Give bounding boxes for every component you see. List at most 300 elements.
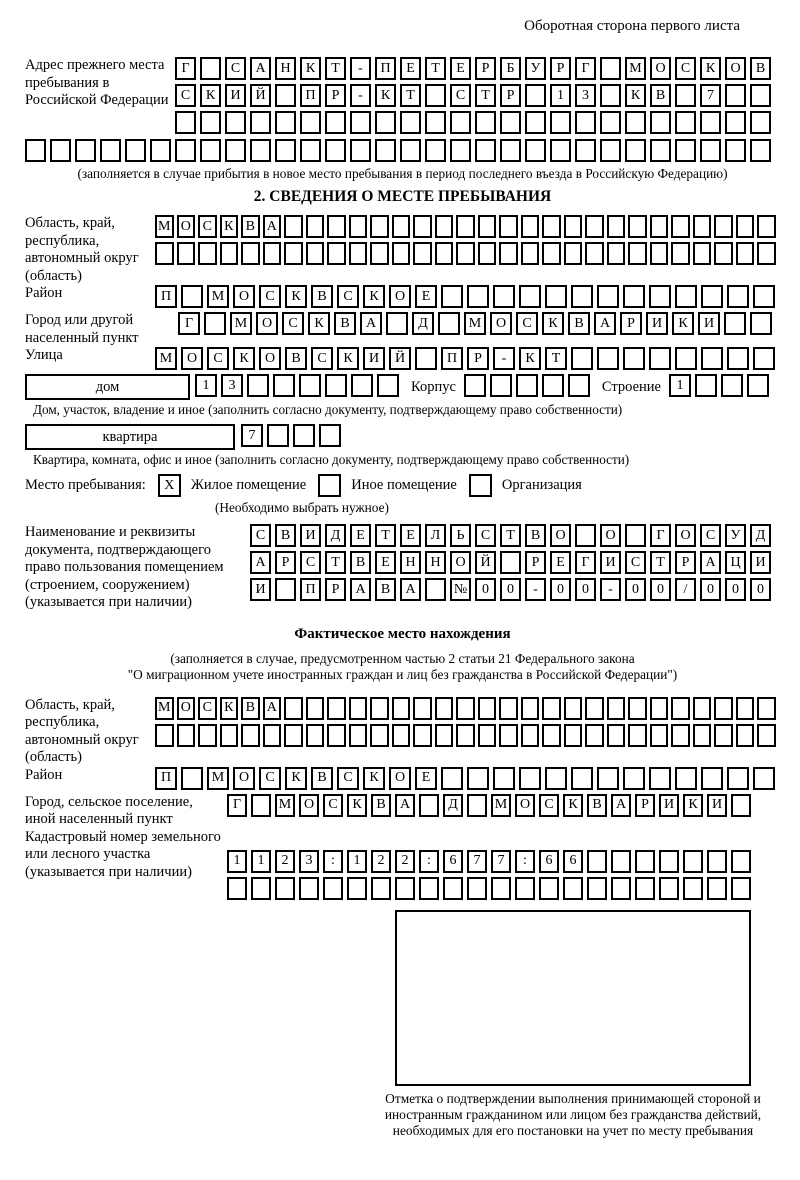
char-cell[interactable]: М — [230, 312, 252, 335]
char-cell[interactable] — [725, 111, 746, 134]
char-cell[interactable]: 0 — [500, 578, 521, 601]
char-cell[interactable] — [325, 111, 346, 134]
char-cell[interactable]: Д — [412, 312, 434, 335]
char-cell[interactable] — [349, 724, 368, 747]
char-cell[interactable] — [464, 374, 486, 397]
char-cell[interactable] — [300, 139, 321, 162]
char-cell[interactable] — [675, 285, 697, 308]
char-cell[interactable] — [671, 215, 690, 238]
char-cell[interactable]: 7 — [700, 84, 721, 107]
char-cell[interactable] — [725, 84, 746, 107]
char-cell[interactable] — [250, 111, 271, 134]
char-cell[interactable]: - — [350, 84, 371, 107]
char-cell[interactable] — [563, 877, 583, 900]
char-cell[interactable] — [727, 285, 749, 308]
char-cell[interactable] — [351, 374, 373, 397]
char-cell[interactable] — [519, 285, 541, 308]
char-cell[interactable]: Е — [415, 767, 437, 790]
char-cell[interactable]: В — [525, 524, 546, 547]
char-cell[interactable] — [736, 697, 755, 720]
char-cell[interactable]: Й — [250, 84, 271, 107]
char-cell[interactable] — [478, 697, 497, 720]
char-cell[interactable]: А — [611, 794, 631, 817]
char-cell[interactable] — [597, 767, 619, 790]
char-cell[interactable]: У — [525, 57, 546, 80]
char-cell[interactable]: Н — [425, 551, 446, 574]
char-cell[interactable]: 1 — [251, 850, 271, 873]
char-cell[interactable] — [267, 424, 289, 447]
char-cell[interactable] — [757, 697, 776, 720]
char-cell[interactable] — [628, 242, 647, 265]
char-cell[interactable] — [450, 139, 471, 162]
char-cell[interactable]: М — [275, 794, 295, 817]
char-cell[interactable]: - — [493, 347, 515, 370]
char-cell[interactable]: Т — [325, 551, 346, 574]
char-cell[interactable] — [419, 794, 439, 817]
char-cell[interactable]: П — [300, 84, 321, 107]
char-cell[interactable]: С — [198, 697, 217, 720]
char-cell[interactable]: 3 — [221, 374, 243, 397]
char-cell[interactable]: 6 — [443, 850, 463, 873]
char-cell[interactable] — [155, 724, 174, 747]
char-cell[interactable]: С — [225, 57, 246, 80]
char-cell[interactable]: Е — [400, 524, 421, 547]
char-cell[interactable]: К — [519, 347, 541, 370]
char-cell[interactable]: А — [250, 57, 271, 80]
char-cell[interactable]: К — [285, 767, 307, 790]
char-cell[interactable] — [542, 724, 561, 747]
char-cell[interactable]: В — [311, 285, 333, 308]
char-cell[interactable] — [75, 139, 96, 162]
char-cell[interactable] — [198, 242, 217, 265]
char-cell[interactable] — [499, 724, 518, 747]
char-cell[interactable] — [450, 111, 471, 134]
char-cell[interactable] — [693, 215, 712, 238]
char-cell[interactable] — [419, 877, 439, 900]
char-cell[interactable] — [198, 724, 217, 747]
char-cell[interactable]: 7 — [491, 850, 511, 873]
char-cell[interactable]: С — [311, 347, 333, 370]
char-cell[interactable] — [413, 242, 432, 265]
char-cell[interactable] — [413, 697, 432, 720]
char-cell[interactable]: С — [337, 767, 359, 790]
char-cell[interactable] — [425, 139, 446, 162]
char-cell[interactable] — [299, 877, 319, 900]
char-cell[interactable] — [25, 139, 46, 162]
char-cell[interactable] — [371, 877, 391, 900]
char-cell[interactable]: 1 — [195, 374, 217, 397]
char-cell[interactable] — [284, 215, 303, 238]
char-cell[interactable]: С — [539, 794, 559, 817]
char-cell[interactable] — [650, 724, 669, 747]
char-cell[interactable] — [478, 215, 497, 238]
char-cell[interactable] — [500, 111, 521, 134]
char-cell[interactable]: К — [625, 84, 646, 107]
char-cell[interactable] — [478, 724, 497, 747]
char-cell[interactable]: 2 — [395, 850, 415, 873]
char-cell[interactable] — [695, 374, 717, 397]
char-cell[interactable] — [300, 111, 321, 134]
char-cell[interactable]: Е — [450, 57, 471, 80]
char-cell[interactable] — [415, 347, 437, 370]
char-cell[interactable] — [467, 285, 489, 308]
char-cell[interactable]: С — [300, 551, 321, 574]
char-cell[interactable]: Т — [475, 84, 496, 107]
char-cell[interactable] — [597, 347, 619, 370]
char-cell[interactable]: Н — [275, 57, 296, 80]
char-cell[interactable]: О — [675, 524, 696, 547]
char-cell[interactable]: С — [259, 285, 281, 308]
char-cell[interactable] — [597, 285, 619, 308]
char-cell[interactable] — [175, 111, 196, 134]
char-cell[interactable]: : — [419, 850, 439, 873]
char-cell[interactable]: № — [450, 578, 471, 601]
char-cell[interactable]: Б — [500, 57, 521, 80]
char-cell[interactable] — [607, 697, 626, 720]
char-cell[interactable] — [375, 111, 396, 134]
char-cell[interactable]: П — [300, 578, 321, 601]
char-cell[interactable] — [435, 724, 454, 747]
char-cell[interactable] — [247, 374, 269, 397]
char-cell[interactable]: 3 — [575, 84, 596, 107]
char-cell[interactable] — [225, 139, 246, 162]
char-cell[interactable] — [521, 215, 540, 238]
char-cell[interactable] — [50, 139, 71, 162]
char-cell[interactable]: Ь — [450, 524, 471, 547]
char-cell[interactable]: В — [587, 794, 607, 817]
char-cell[interactable]: Р — [675, 551, 696, 574]
char-cell[interactable]: 0 — [550, 578, 571, 601]
char-cell[interactable] — [650, 139, 671, 162]
char-cell[interactable]: К — [375, 84, 396, 107]
char-cell[interactable] — [753, 347, 775, 370]
char-cell[interactable]: В — [285, 347, 307, 370]
char-cell[interactable]: - — [350, 57, 371, 80]
char-cell[interactable]: В — [371, 794, 391, 817]
char-cell[interactable]: Т — [325, 57, 346, 80]
char-cell[interactable]: О — [650, 57, 671, 80]
char-cell[interactable] — [736, 215, 755, 238]
char-cell[interactable] — [521, 697, 540, 720]
char-cell[interactable] — [721, 374, 743, 397]
char-cell[interactable] — [521, 242, 540, 265]
char-cell[interactable]: Л — [425, 524, 446, 547]
char-cell[interactable] — [456, 242, 475, 265]
char-cell[interactable]: И — [707, 794, 727, 817]
char-cell[interactable] — [542, 242, 561, 265]
char-cell[interactable] — [727, 347, 749, 370]
char-cell[interactable] — [564, 242, 583, 265]
char-cell[interactable]: К — [672, 312, 694, 335]
char-cell[interactable] — [542, 215, 561, 238]
char-cell[interactable] — [181, 285, 203, 308]
char-cell[interactable] — [757, 724, 776, 747]
char-cell[interactable] — [395, 877, 415, 900]
char-cell[interactable] — [370, 215, 389, 238]
char-cell[interactable] — [435, 215, 454, 238]
char-cell[interactable]: 0 — [750, 578, 771, 601]
char-cell[interactable]: К — [233, 347, 255, 370]
char-cell[interactable]: С — [337, 285, 359, 308]
char-cell[interactable]: А — [400, 578, 421, 601]
char-cell[interactable]: 7 — [467, 850, 487, 873]
char-cell[interactable] — [350, 139, 371, 162]
char-cell[interactable]: 1 — [227, 850, 247, 873]
char-cell[interactable] — [370, 242, 389, 265]
char-cell[interactable]: К — [563, 794, 583, 817]
char-cell[interactable]: Т — [545, 347, 567, 370]
char-cell[interactable]: В — [568, 312, 590, 335]
char-cell[interactable] — [571, 285, 593, 308]
char-cell[interactable]: К — [363, 767, 385, 790]
char-cell[interactable] — [327, 724, 346, 747]
char-cell[interactable] — [350, 111, 371, 134]
char-cell[interactable] — [623, 347, 645, 370]
char-cell[interactable] — [177, 724, 196, 747]
char-cell[interactable]: П — [155, 285, 177, 308]
char-cell[interactable] — [323, 877, 343, 900]
char-cell[interactable]: Р — [550, 57, 571, 80]
char-cell[interactable]: К — [300, 57, 321, 80]
char-cell[interactable] — [493, 285, 515, 308]
char-cell[interactable] — [600, 84, 621, 107]
char-cell[interactable]: Т — [400, 84, 421, 107]
char-cell[interactable] — [306, 242, 325, 265]
char-cell[interactable] — [731, 794, 751, 817]
char-cell[interactable] — [515, 877, 535, 900]
char-cell[interactable]: В — [350, 551, 371, 574]
char-cell[interactable] — [714, 697, 733, 720]
char-cell[interactable] — [250, 139, 271, 162]
char-cell[interactable]: Д — [443, 794, 463, 817]
char-cell[interactable] — [714, 215, 733, 238]
char-cell[interactable] — [649, 767, 671, 790]
char-cell[interactable] — [542, 374, 564, 397]
char-cell[interactable] — [325, 374, 347, 397]
char-cell[interactable]: Р — [620, 312, 642, 335]
char-cell[interactable]: И — [600, 551, 621, 574]
char-cell[interactable] — [625, 524, 646, 547]
char-cell[interactable] — [753, 285, 775, 308]
char-cell[interactable] — [750, 139, 771, 162]
char-cell[interactable] — [585, 697, 604, 720]
char-cell[interactable] — [175, 139, 196, 162]
char-cell[interactable]: К — [683, 794, 703, 817]
char-cell[interactable]: О — [177, 697, 196, 720]
char-cell[interactable] — [200, 57, 221, 80]
char-cell[interactable]: П — [375, 57, 396, 80]
char-cell[interactable] — [542, 697, 561, 720]
char-cell[interactable] — [564, 724, 583, 747]
char-cell[interactable] — [275, 578, 296, 601]
char-cell[interactable]: И — [363, 347, 385, 370]
char-cell[interactable] — [499, 215, 518, 238]
char-cell[interactable]: Р — [525, 551, 546, 574]
char-cell[interactable] — [607, 242, 626, 265]
char-cell[interactable]: Т — [425, 57, 446, 80]
char-cell[interactable] — [725, 139, 746, 162]
char-cell[interactable]: - — [525, 578, 546, 601]
char-cell[interactable] — [500, 139, 521, 162]
char-cell[interactable]: В — [311, 767, 333, 790]
char-cell[interactable] — [325, 139, 346, 162]
char-cell[interactable] — [299, 374, 321, 397]
char-cell[interactable] — [564, 697, 583, 720]
char-cell[interactable]: А — [263, 697, 282, 720]
char-cell[interactable] — [671, 242, 690, 265]
char-cell[interactable] — [750, 312, 772, 335]
char-cell[interactable] — [757, 242, 776, 265]
char-cell[interactable] — [425, 111, 446, 134]
char-cell[interactable]: О — [299, 794, 319, 817]
char-cell[interactable]: 6 — [539, 850, 559, 873]
char-cell[interactable] — [349, 697, 368, 720]
char-cell[interactable]: М — [155, 215, 174, 238]
char-cell[interactable] — [327, 242, 346, 265]
char-cell[interactable]: К — [220, 697, 239, 720]
char-cell[interactable] — [370, 697, 389, 720]
char-cell[interactable] — [392, 697, 411, 720]
char-cell[interactable]: К — [542, 312, 564, 335]
char-cell[interactable] — [635, 877, 655, 900]
char-cell[interactable]: О — [725, 57, 746, 80]
char-cell[interactable]: 6 — [563, 850, 583, 873]
char-cell[interactable]: С — [323, 794, 343, 817]
char-cell[interactable]: : — [323, 850, 343, 873]
char-cell[interactable] — [425, 578, 446, 601]
char-cell[interactable] — [306, 697, 325, 720]
char-cell[interactable] — [370, 724, 389, 747]
char-cell[interactable]: Р — [635, 794, 655, 817]
char-cell[interactable] — [275, 877, 295, 900]
char-cell[interactable] — [550, 111, 571, 134]
char-cell[interactable] — [392, 242, 411, 265]
char-cell[interactable]: М — [155, 697, 174, 720]
char-cell[interactable]: 0 — [725, 578, 746, 601]
char-cell[interactable]: М — [155, 347, 177, 370]
char-cell[interactable] — [220, 242, 239, 265]
char-cell[interactable]: Е — [400, 57, 421, 80]
char-cell[interactable]: Ц — [725, 551, 746, 574]
char-cell[interactable]: И — [750, 551, 771, 574]
char-cell[interactable]: С — [675, 57, 696, 80]
char-cell[interactable] — [587, 877, 607, 900]
char-cell[interactable] — [155, 242, 174, 265]
char-cell[interactable]: А — [360, 312, 382, 335]
char-cell[interactable]: О — [515, 794, 535, 817]
char-cell[interactable]: В — [750, 57, 771, 80]
char-cell[interactable]: С — [250, 524, 271, 547]
char-cell[interactable]: У — [725, 524, 746, 547]
char-cell[interactable]: О — [233, 767, 255, 790]
char-cell[interactable] — [441, 767, 463, 790]
char-cell[interactable]: С — [516, 312, 538, 335]
char-cell[interactable]: Н — [400, 551, 421, 574]
char-cell[interactable]: А — [250, 551, 271, 574]
char-cell[interactable] — [521, 724, 540, 747]
char-cell[interactable] — [587, 850, 607, 873]
char-cell[interactable]: И — [659, 794, 679, 817]
char-cell[interactable] — [392, 724, 411, 747]
char-cell[interactable] — [490, 374, 512, 397]
char-cell[interactable]: К — [337, 347, 359, 370]
char-cell[interactable] — [714, 724, 733, 747]
char-cell[interactable] — [177, 242, 196, 265]
char-cell[interactable] — [724, 312, 746, 335]
char-cell[interactable] — [284, 242, 303, 265]
char-cell[interactable] — [700, 111, 721, 134]
char-cell[interactable] — [683, 877, 703, 900]
char-cell[interactable] — [467, 767, 489, 790]
char-cell[interactable] — [585, 215, 604, 238]
char-cell[interactable]: А — [263, 215, 282, 238]
char-cell[interactable]: О — [490, 312, 512, 335]
char-cell[interactable]: С — [259, 767, 281, 790]
char-cell[interactable] — [701, 285, 723, 308]
char-cell[interactable] — [650, 242, 669, 265]
char-cell[interactable] — [251, 877, 271, 900]
char-cell[interactable] — [736, 724, 755, 747]
char-cell[interactable]: Р — [325, 84, 346, 107]
char-cell[interactable]: 1 — [347, 850, 367, 873]
char-cell[interactable] — [443, 877, 463, 900]
char-cell[interactable] — [675, 84, 696, 107]
char-cell[interactable]: 0 — [475, 578, 496, 601]
char-cell[interactable]: Р — [467, 347, 489, 370]
char-cell[interactable]: Д — [325, 524, 346, 547]
char-cell[interactable] — [736, 242, 755, 265]
char-cell[interactable] — [100, 139, 121, 162]
char-cell[interactable] — [386, 312, 408, 335]
char-cell[interactable] — [650, 111, 671, 134]
char-cell[interactable]: К — [700, 57, 721, 80]
char-cell[interactable]: К — [363, 285, 385, 308]
char-cell[interactable]: В — [275, 524, 296, 547]
char-cell[interactable]: Г — [650, 524, 671, 547]
char-cell[interactable] — [413, 215, 432, 238]
char-cell[interactable] — [623, 767, 645, 790]
char-cell[interactable] — [456, 215, 475, 238]
char-cell[interactable]: 7 — [241, 424, 263, 447]
char-cell[interactable] — [701, 767, 723, 790]
char-cell[interactable] — [575, 139, 596, 162]
char-cell[interactable]: Р — [475, 57, 496, 80]
char-cell[interactable]: В — [241, 215, 260, 238]
char-cell[interactable]: Й — [475, 551, 496, 574]
char-cell[interactable] — [750, 111, 771, 134]
char-cell[interactable]: О — [389, 285, 411, 308]
char-cell[interactable] — [600, 111, 621, 134]
char-cell[interactable] — [467, 794, 487, 817]
char-cell[interactable]: С — [475, 524, 496, 547]
char-cell[interactable]: Т — [375, 524, 396, 547]
char-cell[interactable]: А — [594, 312, 616, 335]
char-cell[interactable]: С — [198, 215, 217, 238]
char-cell[interactable] — [284, 724, 303, 747]
char-cell[interactable]: С — [175, 84, 196, 107]
char-cell[interactable]: О — [600, 524, 621, 547]
char-cell[interactable]: О — [256, 312, 278, 335]
char-cell[interactable] — [650, 215, 669, 238]
char-cell[interactable]: В — [375, 578, 396, 601]
char-cell[interactable] — [675, 767, 697, 790]
char-cell[interactable] — [273, 374, 295, 397]
char-cell[interactable] — [319, 424, 341, 447]
char-cell[interactable]: Р — [275, 551, 296, 574]
char-cell[interactable] — [611, 877, 631, 900]
char-cell[interactable] — [125, 139, 146, 162]
char-cell[interactable] — [435, 242, 454, 265]
